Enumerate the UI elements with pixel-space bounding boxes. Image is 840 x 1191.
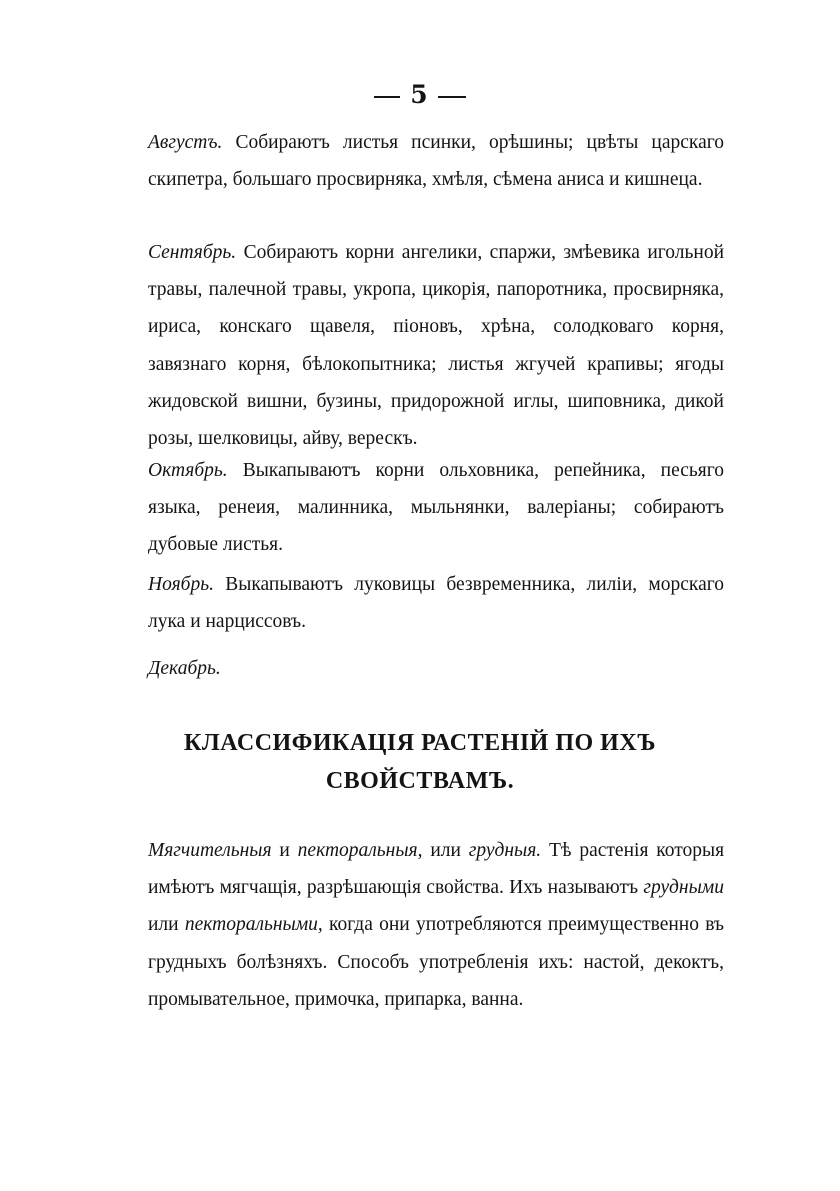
page-number: [0, 80, 840, 109]
month-name-november: Ноябрь.: [148, 574, 214, 595]
paragraph-december: [148, 650, 724, 687]
month-name-september: Сентябрь.: [148, 242, 237, 263]
paragraph-classification: [148, 832, 724, 1018]
month-text-october: Выкапываютъ корни ольховника, репейника, песьяго языка, ренеия, малинника, мыльнянки, валеріаны; собираютъ дубовые листья.: [148, 460, 724, 556]
conjunction-2: или: [430, 840, 461, 861]
conjunction-1: и: [279, 840, 290, 861]
term-chest-instrumental: грудными: [643, 877, 724, 899]
section-heading: [160, 724, 680, 800]
term-pectoral-instrumental: пекторальными,: [184, 914, 323, 936]
paragraph-october: [148, 452, 724, 564]
page-number-value: 5: [410, 80, 428, 109]
month-name-december: Декабрь.: [148, 658, 221, 679]
section-heading-line-1: КЛАССИФИКАЦІЯ РАСТЕНІЙ ПО ИХЪ: [183, 730, 657, 756]
month-name-october: Октябрь.: [148, 460, 228, 481]
term-pectoral: пекторальныя,: [297, 840, 423, 861]
term-emollient: Мягчительныя: [148, 840, 272, 861]
classification-text-1: Тѣ растенія которыя имѣютъ мягчащія, разрѣшающія свойства. Ихъ называютъ: [148, 840, 725, 899]
paragraph-september: [148, 234, 724, 457]
page-number-dash-left: [374, 96, 400, 98]
month-text-november: Выкапываютъ луковицы безвременника, лиліи, морскаго лука и нарциссовъ.: [148, 574, 724, 633]
month-name-august: Августъ.: [148, 132, 223, 153]
paragraph-august: [148, 124, 724, 198]
conjunction-3: или: [148, 914, 179, 936]
section-heading-line-2: СВОЙСТВАМЪ.: [325, 768, 515, 794]
page-number-dash-right: [438, 96, 466, 98]
term-chest: грудныя.: [468, 840, 542, 861]
month-text-september: Собираютъ корни ангелики, спаржи, змѣевика игольной травы, палечной травы, укропа, цикорія, папоротника, просвирняка, ириса, конскаго щавеля, піоновъ, хрѣна, солодковаго корня, завязнаго корня, бѣлокопытника; листья жгучей крапивы; ягоды жидовской вишни, бузины, придорожной иглы, шиповника, дикой розы, шелковицы, айву, верескъ.: [148, 242, 725, 450]
paragraph-november: [148, 566, 724, 640]
classification-text-2: когда они употребляются преимущественно въ грудныхъ болѣзняхъ. Способъ употребленія ихъ: настой, декоктъ, промывательное, примочка, припарка, ванна.: [148, 914, 725, 1010]
month-text-august: Собираютъ листья псинки, орѣшины; цвѣты царскаго скипетра, большаго просвирняка, хмѣля, сѣмена аниса и кишнеца.: [148, 132, 725, 191]
